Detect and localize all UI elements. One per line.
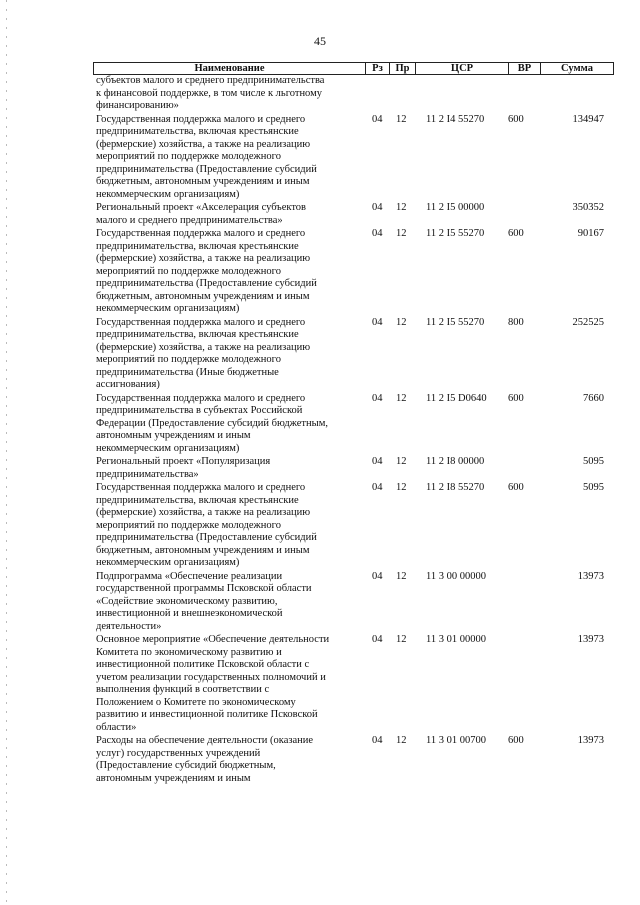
header-name: Наименование bbox=[94, 63, 366, 74]
table-row bbox=[96, 114, 616, 202]
table-header bbox=[93, 62, 614, 75]
row-sum: 5095 bbox=[583, 482, 604, 493]
table-row bbox=[96, 228, 616, 316]
row-vr: 600 bbox=[508, 482, 524, 493]
row-csr: 11 2 I8 55270 bbox=[426, 482, 485, 493]
row-name: Расходы на обеспечение деятельности (оказание услуг) государственных учреждений (Предоставление субсидий бюджетным, автономным учреждениям и иным bbox=[96, 735, 314, 784]
row-csr: 11 3 01 00000 bbox=[426, 634, 486, 645]
row-pr: 12 bbox=[396, 113, 407, 125]
table-row bbox=[96, 317, 616, 392]
row-rz: 04 bbox=[372, 570, 383, 582]
row-sum: 134947 bbox=[572, 113, 604, 125]
row-name: Государственная поддержка малого и среднего предпринимательства, включая крестьянские (фермерские) хозяйства, а также на реализацию мероприятий по поддержке молодежного предпринимательства (Предоставление субсидий бюджетным, автономным учреждениям и иным некоммерческим организациям) bbox=[96, 482, 317, 568]
table-row bbox=[96, 393, 616, 456]
row-csr: 11 3 00 00000 bbox=[426, 570, 486, 582]
row-pr: 12 bbox=[396, 392, 407, 404]
row-rz: 04 bbox=[372, 735, 383, 746]
row-name: Региональный проект «Популяризация предпринимательства» bbox=[96, 456, 271, 480]
row-pr: 12 bbox=[396, 570, 407, 582]
table-row bbox=[96, 202, 616, 227]
row-vr: 600 bbox=[508, 392, 524, 404]
row-csr: 11 2 I5 00000 bbox=[426, 202, 485, 213]
row-pr: 12 bbox=[396, 482, 407, 493]
scan-edge-noise bbox=[6, 0, 7, 905]
row-rz: 04 bbox=[372, 634, 383, 645]
row-name: Государственная поддержка малого и среднего предпринимательства, включая крестьянские (фермерские) хозяйства, а также на реализацию мероприятий по поддержке молодежного предпринимательства (Предоставление субсидий бюджетным, автономным учреждениям и иным некоммерческим организациям) bbox=[96, 228, 317, 314]
row-csr: 11 2 I5 55270 bbox=[426, 228, 485, 239]
table-row bbox=[96, 735, 616, 785]
row-rz: 04 bbox=[372, 456, 383, 467]
row-csr: 11 3 01 00700 bbox=[426, 735, 486, 746]
row-rz: 04 bbox=[372, 316, 383, 328]
header-rz: Рз bbox=[366, 63, 390, 74]
table-row bbox=[96, 456, 616, 481]
table-row bbox=[96, 571, 616, 634]
row-csr: 11 2 I8 00000 bbox=[426, 456, 485, 467]
table-row bbox=[96, 75, 616, 113]
table-row bbox=[96, 634, 616, 734]
row-name: Основное мероприятие «Обеспечение деятельности Комитета по экономическому развитию и инвестиционной политике Псковской области с учетом реализации государственных полномочий и выполнения функций в соответствии с Положением о Комитете по экономическому развитию и инвестиционной политике Псковской области» bbox=[96, 634, 330, 733]
row-name: Региональный проект «Акселерация субъектов малого и среднего предпринимательства» bbox=[96, 202, 306, 226]
row-pr: 12 bbox=[396, 634, 407, 645]
row-name: Государственная поддержка малого и среднего предпринимательства, включая крестьянские (фермерские) хозяйства, а также на реализацию мероприятий по поддержке молодежного предпринимательства (Иные бюджетные ассигнования) bbox=[96, 316, 311, 390]
header-vr: ВР bbox=[509, 63, 541, 74]
page-number: 45 bbox=[314, 34, 326, 48]
row-pr: 12 bbox=[396, 202, 407, 213]
row-vr: 600 bbox=[508, 735, 524, 746]
table-body bbox=[96, 75, 616, 786]
header-pr: Пр bbox=[390, 63, 416, 74]
row-pr: 12 bbox=[396, 228, 407, 239]
row-sum: 350352 bbox=[572, 202, 604, 213]
row-csr: 11 2 I4 55270 bbox=[426, 113, 485, 125]
row-sum: 13973 bbox=[577, 570, 604, 582]
row-name: Подпрограмма «Обеспечение реализации государственной программы Псковской области «Содействие экономическому развитию, инвестиционной и внешнеэкономической деятельности» bbox=[96, 570, 312, 632]
row-vr: 600 bbox=[508, 113, 524, 125]
row-csr: 11 2 I5 55270 bbox=[426, 316, 485, 328]
header-csr: ЦСР bbox=[416, 63, 509, 74]
row-rz: 04 bbox=[372, 482, 383, 493]
row-sum: 5095 bbox=[583, 456, 604, 467]
row-vr: 800 bbox=[508, 316, 524, 328]
row-name: субъектов малого и среднего предпринимательства к финансовой поддержке, в том числе к льготному финансированию» bbox=[96, 75, 325, 111]
row-vr: 600 bbox=[508, 228, 524, 239]
row-sum: 252525 bbox=[572, 316, 604, 328]
row-name: Государственная поддержка малого и среднего предпринимательства в субъектах Российской Федерации (Предоставление субсидий бюджетным, автономным учреждениям и иным некоммерческим организациям) bbox=[96, 392, 328, 454]
row-rz: 04 bbox=[372, 392, 383, 404]
header-sum: Сумма bbox=[561, 63, 593, 74]
row-pr: 12 bbox=[396, 735, 407, 746]
row-sum: 13973 bbox=[577, 735, 604, 746]
row-sum: 13973 bbox=[577, 634, 604, 645]
row-pr: 12 bbox=[396, 456, 407, 467]
row-sum: 7660 bbox=[583, 392, 604, 404]
row-rz: 04 bbox=[372, 202, 383, 213]
row-sum: 90167 bbox=[577, 228, 604, 239]
table-row bbox=[96, 482, 616, 570]
row-rz: 04 bbox=[372, 113, 383, 125]
row-pr: 12 bbox=[396, 316, 407, 328]
row-name: Государственная поддержка малого и среднего предпринимательства, включая крестьянские (фермерские) хозяйства, а также на реализацию мероприятий по поддержке молодежного предпринимательства (Предоставление субсидий бюджетным, автономным учреждениям и иным некоммерческим организациям) bbox=[96, 113, 317, 200]
row-rz: 04 bbox=[372, 228, 383, 239]
row-csr: 11 2 I5 D0640 bbox=[426, 392, 487, 404]
